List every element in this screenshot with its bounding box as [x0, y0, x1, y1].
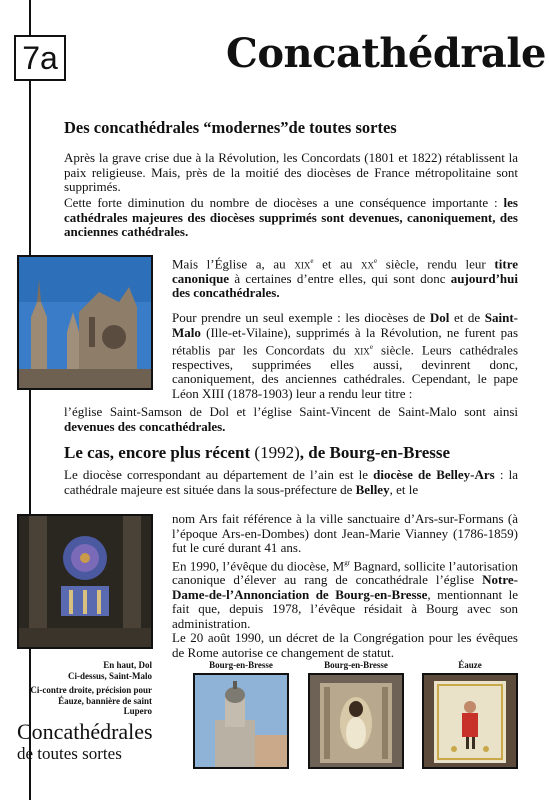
- photo-caption-left: [60, 660, 152, 681]
- photo-caption-right-note: Ci-contre droite, précision pour Éauze, bannière de saint Lupero: [30, 685, 152, 716]
- text-run: Le cas, encore plus récent: [64, 443, 255, 462]
- text-emphasis: Saint-Malo: [172, 310, 518, 340]
- text-run: , et le: [389, 481, 419, 497]
- text-emphasis: titre canonique: [172, 256, 518, 286]
- text-emphasis: diocèse de Belley-Ars: [373, 467, 495, 482]
- text-run: Mais l’Église a, au: [172, 256, 295, 272]
- paragraph-bagnard: [172, 556, 518, 632]
- text-emphasis: les cathédrales majeures des diocèses supprimés sont devenues, canoniquement, des anciennes cathédrales.: [64, 195, 518, 239]
- text-run: Bagnard, sollicite l’autorisation canonique d’élever au rang de concathédrale l’église: [172, 557, 519, 588]
- text-run: Cette forte diminution du nombre de diocèses a une conséquence importante :: [64, 195, 504, 210]
- paragraph-saint-samson: [64, 405, 518, 434]
- text-run: (Ille-et-Vilaine), supprimés à la Révolution, ne furent pas rétablis par les Concordats du: [172, 324, 518, 358]
- text-run: (1992): [254, 443, 300, 462]
- section-heading-bourg: [64, 443, 450, 463]
- caption-line: Ci-dessus, Saint-Malo: [67, 670, 152, 681]
- text-run: siècle, rendu leur: [377, 256, 495, 272]
- text-run: e: [310, 257, 314, 265]
- text-run: à certaines d’entre elles, qui sont donc: [229, 270, 451, 286]
- text-emphasis: Notre-Dame-de-l’Annonciation de Bourg-en-Bresse: [172, 572, 518, 602]
- thumb-caption: Bourg-en-Bresse: [209, 660, 273, 670]
- text-run: xix: [294, 256, 311, 272]
- paragraph-titles: [172, 254, 518, 301]
- paragraph-concordats: Après la grave crise due à la Révolution, les Concordats (1801 et 1822) rétablissent la paix religieuse. Mais, près de la moitié des diocèses de France métropolitaine sont supprimés.: [64, 150, 518, 194]
- text-run: et de: [449, 310, 485, 325]
- paragraph-consequence: [64, 196, 518, 240]
- page-title: Concathédrale: [226, 30, 546, 77]
- text-emphasis: Belley: [355, 481, 390, 497]
- paragraph-history: [172, 512, 518, 660]
- caption-line: En haut, Dol: [103, 660, 152, 670]
- bourg-madonna-photo: [308, 673, 404, 769]
- text-run: , de Bourg-en-Bresse: [299, 443, 451, 462]
- text-run: xix: [353, 342, 370, 358]
- paragraph-dol-saint-malo: [172, 311, 518, 401]
- bourg-tower-photo: [193, 673, 289, 769]
- section-heading-modern: Des concathédrales “modernes”de toutes sortes: [64, 118, 397, 137]
- section-label-line: de toutes sortes: [17, 744, 122, 763]
- section-label-line: Concathédrales: [17, 719, 153, 744]
- text-run: Pour prendre un seul exemple : les diocèses de: [172, 310, 430, 325]
- text-run: gr: [344, 558, 351, 567]
- chapter-tag: 7a: [14, 35, 66, 81]
- dol-cathedral-photo: [17, 255, 153, 390]
- text-run: siècle. Leurs cathédrales respectives, supprimées elles aussi, devinrent donc, canoniquement, des anciennes cathédrales. Cependant, le pape Léon XIII (1878-1903) leur a rendu leur titre :: [172, 342, 519, 401]
- text-run: : la cathédrale majeure est située dans la sous-préfecture de: [64, 467, 518, 497]
- text-run: , mentionnant le fait que, depuis 1978, l’évêque résidait à Bourg avec son administration.: [172, 586, 518, 631]
- eauze-banner-photo: [422, 673, 518, 769]
- text-emphasis: devenues des concathédrales.: [64, 418, 226, 434]
- text-run: e: [369, 343, 373, 351]
- text-emphasis: Dol: [429, 310, 450, 325]
- text-run: En 1990, l’évêque du diocèse, M: [172, 557, 345, 573]
- thumb-caption: Bourg-en-Bresse: [324, 660, 388, 670]
- thumb-caption: Éauze: [458, 660, 482, 670]
- text-run: Le 20 août 1990, un décret de la Congrégation pour les évêques de Rome autorise ce changement de statut.: [172, 630, 518, 660]
- text-emphasis: aujourd’hui des concathédrales.: [172, 270, 518, 301]
- text-run: xx: [361, 256, 375, 272]
- text-run: nom Ars fait référence à la ville sanctuaire d’Ars-sur-Formans (à l’époque Ars-en-Dombes) dont Jean-Marie Vianney (1786-1859) fut le curé durant 41 ans.: [172, 511, 518, 555]
- text-run: Le diocèse correspondant au département de l’ain est le: [64, 467, 374, 482]
- text-run: e: [374, 257, 378, 265]
- margin-rule: [29, 0, 31, 800]
- section-label: [17, 720, 153, 764]
- paragraph-belley-ars: [64, 468, 518, 497]
- text-run: et au: [313, 256, 362, 272]
- saint-malo-nave-photo: [17, 514, 153, 649]
- text-run: l’église Saint-Samson de Dol et l’église Saint-Vincent de Saint-Malo sont ainsi: [64, 404, 518, 419]
